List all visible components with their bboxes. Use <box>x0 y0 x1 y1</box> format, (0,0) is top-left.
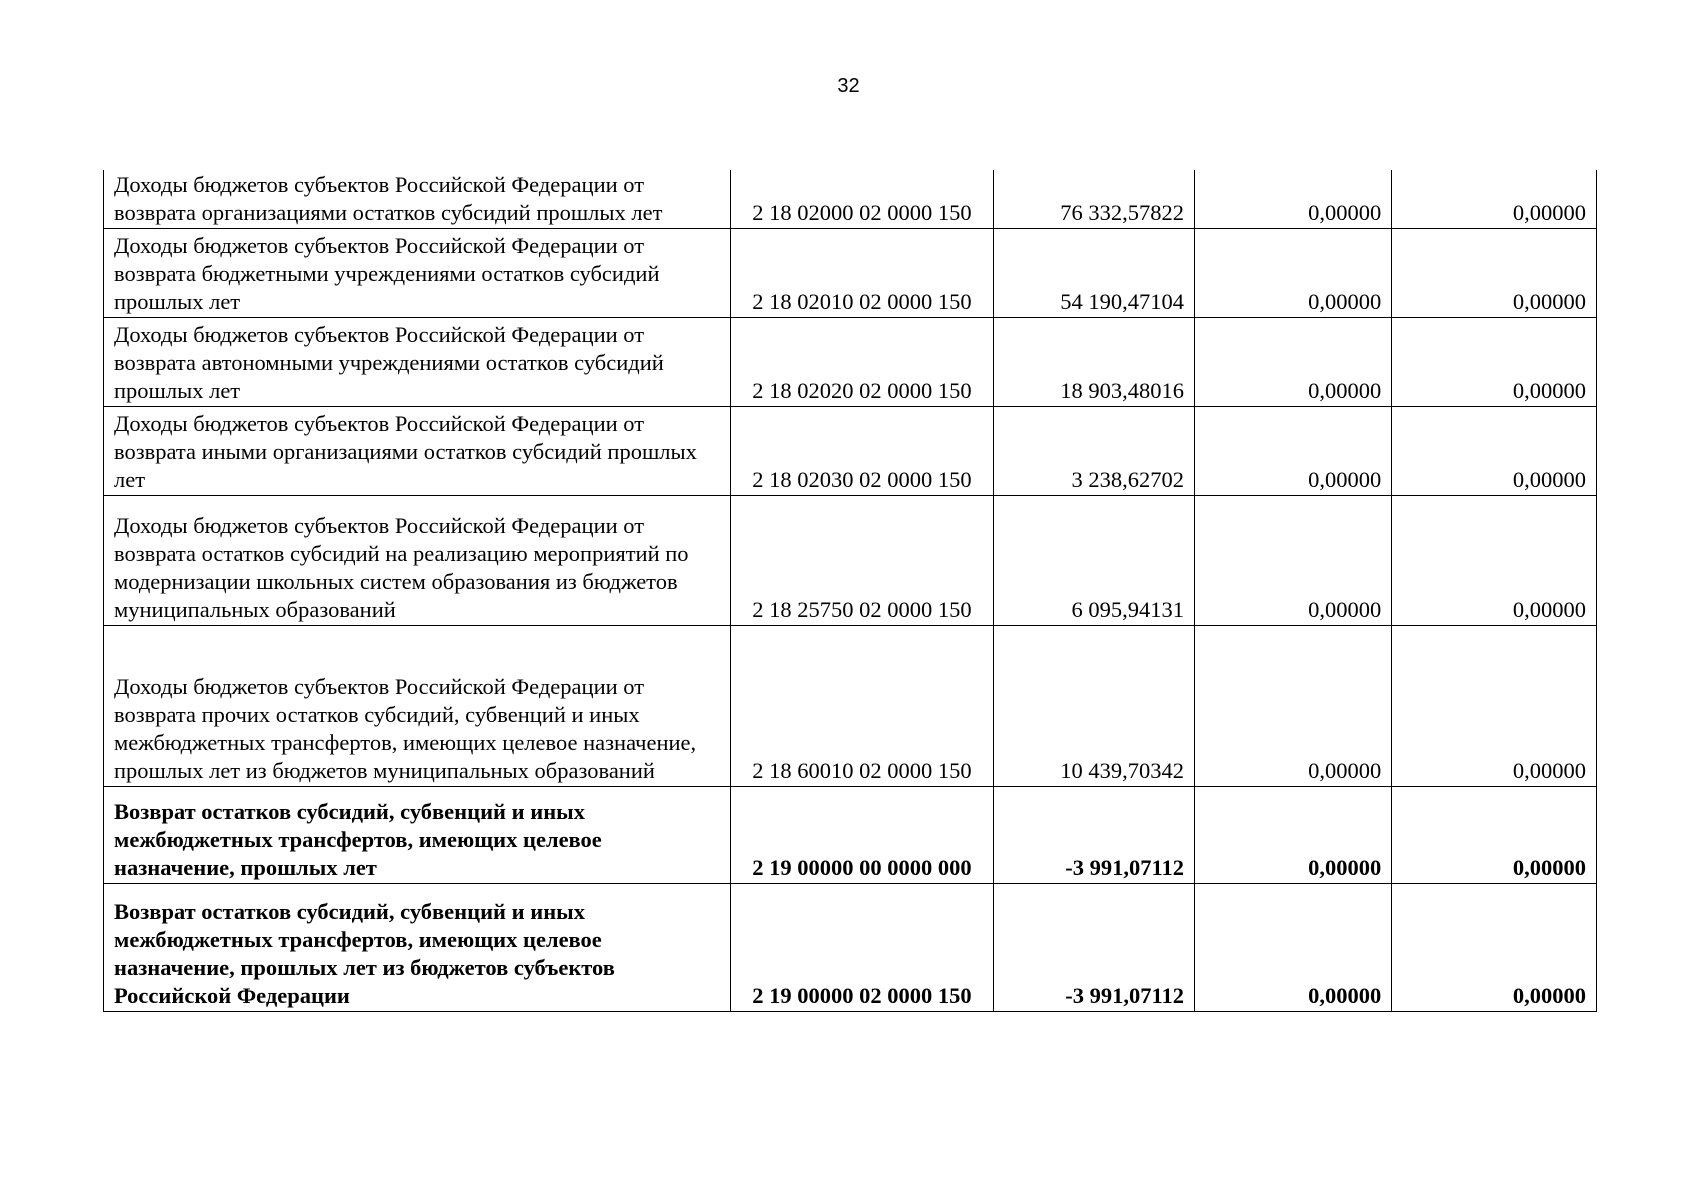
row-value3-cell: 0,00000 <box>1392 786 1597 883</box>
row-code-cell: 2 18 02000 02 0000 150 <box>731 170 993 228</box>
row-code-cell: 2 19 00000 02 0000 150 <box>731 883 993 1011</box>
row-value1-cell: 76 332,57822 <box>993 170 1195 228</box>
row-code-cell: 2 18 25750 02 0000 150 <box>731 495 993 625</box>
row-value2-cell: 0,00000 <box>1195 170 1392 228</box>
row-value1-cell: -3 991,07112 <box>993 883 1195 1011</box>
row-name-cell: Доходы бюджетов субъектов Российской Федерации от возврата бюджетными учреждениями остатков субсидий прошлых лет <box>104 228 731 317</box>
row-value1-cell: 6 095,94131 <box>993 495 1195 625</box>
row-value3-cell: 0,00000 <box>1392 883 1597 1011</box>
row-code-cell: 2 18 60010 02 0000 150 <box>731 625 993 786</box>
row-value3-cell: 0,00000 <box>1392 495 1597 625</box>
table-row <box>104 406 1597 495</box>
row-code-cell: 2 18 02030 02 0000 150 <box>731 406 993 495</box>
row-value3-cell: 0,00000 <box>1392 228 1597 317</box>
row-value1-cell: 3 238,62702 <box>993 406 1195 495</box>
table-row <box>104 625 1597 786</box>
row-name-cell: Доходы бюджетов субъектов Российской Федерации от возврата иными организациями остатков субсидий прошлых лет <box>104 406 731 495</box>
row-name-cell: Доходы бюджетов субъектов Российской Федерации от возврата прочих остатков субсидий, субвенций и иных межбюджетных трансфертов, имеющих целевое назначение, прошлых лет из бюджетов муниципальных образований <box>104 625 731 786</box>
row-code-cell: 2 18 02010 02 0000 150 <box>731 228 993 317</box>
row-code-cell: 2 19 00000 00 0000 000 <box>731 786 993 883</box>
row-value3-cell: 0,00000 <box>1392 625 1597 786</box>
row-value3-cell: 0,00000 <box>1392 317 1597 406</box>
row-value1-cell: 54 190,47104 <box>993 228 1195 317</box>
row-value2-cell: 0,00000 <box>1195 317 1392 406</box>
row-value3-cell: 0,00000 <box>1392 170 1597 228</box>
row-name-cell: Возврат остатков субсидий, субвенций и иных межбюджетных трансфертов, имеющих целевое назначение, прошлых лет из бюджетов субъектов Российской Федерации <box>104 883 731 1011</box>
row-value2-cell: 0,00000 <box>1195 625 1392 786</box>
row-code-cell: 2 18 02020 02 0000 150 <box>731 317 993 406</box>
row-value2-cell: 0,00000 <box>1195 495 1392 625</box>
budget-table <box>103 170 1597 1012</box>
page-number: 32 <box>837 75 860 97</box>
table-row <box>104 228 1597 317</box>
row-name-cell: Возврат остатков субсидий, субвенций и иных межбюджетных трансфертов, имеющих целевое назначение, прошлых лет <box>104 786 731 883</box>
table-row <box>104 170 1597 228</box>
row-value1-cell: 10 439,70342 <box>993 625 1195 786</box>
table-row <box>104 317 1597 406</box>
table-row <box>104 495 1597 625</box>
row-name-cell: Доходы бюджетов субъектов Российской Федерации от возврата остатков субсидий на реализацию мероприятий по модернизации школьных систем образования из бюджетов муниципальных образований <box>104 495 731 625</box>
row-value2-cell: 0,00000 <box>1195 406 1392 495</box>
row-value1-cell: 18 903,48016 <box>993 317 1195 406</box>
row-value3-cell: 0,00000 <box>1392 406 1597 495</box>
row-value1-cell: -3 991,07112 <box>993 786 1195 883</box>
table-row <box>104 786 1597 883</box>
row-name-cell: Доходы бюджетов субъектов Российской Федерации от возврата организациями остатков субсидий прошлых лет <box>104 170 731 228</box>
table-row <box>104 883 1597 1011</box>
row-value2-cell: 0,00000 <box>1195 883 1392 1011</box>
row-value2-cell: 0,00000 <box>1195 228 1392 317</box>
row-name-cell: Доходы бюджетов субъектов Российской Федерации от возврата автономными учреждениями остатков субсидий прошлых лет <box>104 317 731 406</box>
row-value2-cell: 0,00000 <box>1195 786 1392 883</box>
